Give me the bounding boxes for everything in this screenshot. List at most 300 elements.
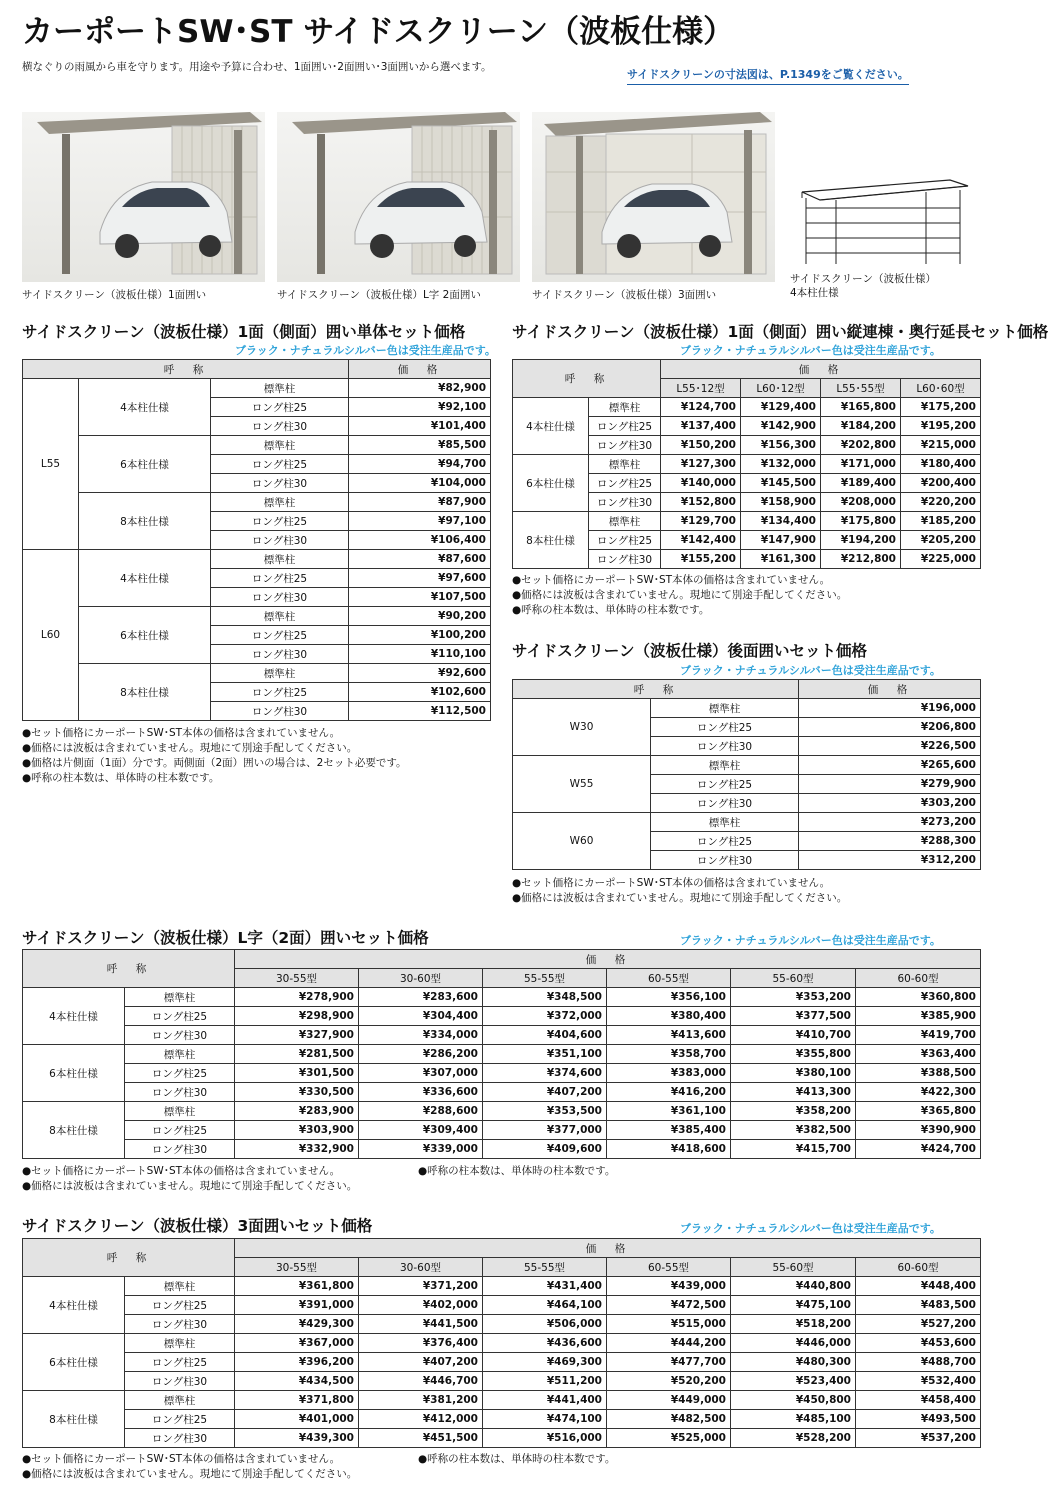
price-cell: ¥374,600 [483,1064,607,1083]
price-cell: ¥202,800 [821,436,901,455]
price-cell: ¥156,300 [741,436,821,455]
price-cell: ¥380,400 [607,1007,731,1026]
column-header: 55-55型 [483,1258,607,1277]
price-cell: ¥286,200 [359,1045,483,1064]
price-cell: ¥446,000 [731,1334,856,1353]
table-row [23,550,491,569]
post-type: ロング柱30 [211,417,349,436]
section-title-one-side: サイドスクリーン（波板仕様）1面（側面）囲い単体セット価格 [22,323,466,341]
price-cell: ¥171,000 [821,455,901,474]
post-type: ロング柱25 [651,832,799,851]
group-name: 8本柱仕様 [513,512,589,569]
price-cell: ¥104,000 [349,474,491,493]
group-name: 6本柱仕様 [23,1045,125,1102]
price-cell: ¥273,200 [799,813,981,832]
post-type: 標準柱 [125,1277,235,1296]
price-cell: ¥361,800 [235,1277,359,1296]
column-header: 60-55型 [607,969,731,988]
group-name: 4本柱仕様 [513,398,589,455]
price-cell: ¥356,100 [607,988,731,1007]
order-note-1: ブラック・ナチュラルシルバー色は受注生産品です。 [235,344,496,357]
group-name: W30 [513,699,651,756]
price-cell: ¥506,000 [483,1315,607,1334]
post-type: 標準柱 [211,436,349,455]
group-name: 6本柱仕様 [23,1334,125,1391]
price-cell: ¥441,500 [359,1315,483,1334]
price-cell: ¥283,600 [359,988,483,1007]
notes-rear [512,876,847,906]
price-cell: ¥301,500 [235,1064,359,1083]
price-cell: ¥307,000 [359,1064,483,1083]
price-table-rear [512,679,981,870]
price-cell: ¥304,400 [359,1007,483,1026]
section-title-longitudinal: サイドスクリーン（波板仕様）1面（側面）囲い縦連棟・奥行延長セット価格 [512,323,1048,341]
price-cell: ¥409,600 [483,1140,607,1159]
header-name: 呼 称 [513,360,661,398]
size-name: L55 [23,379,79,550]
price-cell: ¥140,000 [661,474,741,493]
price-cell: ¥404,600 [483,1026,607,1045]
price-cell: ¥416,200 [607,1083,731,1102]
price-cell: ¥129,700 [661,512,741,531]
price-cell: ¥367,000 [235,1334,359,1353]
note-line: ●呼称の柱本数は、単体時の柱本数です。 [418,1165,616,1177]
post-type: ロング柱30 [211,531,349,550]
column-header: 30-55型 [235,969,359,988]
group-name: 4本柱仕様 [23,988,125,1045]
price-cell: ¥175,800 [821,512,901,531]
price-cell: ¥472,500 [607,1296,731,1315]
price-cell: ¥330,500 [235,1083,359,1102]
group-name: W55 [513,756,651,813]
post-type: ロング柱30 [589,436,661,455]
post-spec: 6本柱仕様 [79,436,211,493]
dimension-reference: サイドスクリーンの寸法図は、P.1349をご覧ください。 [627,66,909,85]
post-type: ロング柱30 [651,794,799,813]
price-cell: ¥518,200 [731,1315,856,1334]
price-cell: ¥147,900 [741,531,821,550]
price-cell: ¥439,000 [607,1277,731,1296]
price-cell: ¥453,600 [856,1334,981,1353]
price-cell: ¥415,700 [731,1140,856,1159]
post-spec: 8本柱仕様 [79,493,211,550]
photo-caption-2: サイドスクリーン（波板仕様）L字 2面囲い [277,289,481,301]
price-cell: ¥410,700 [731,1026,856,1045]
price-cell: ¥385,900 [856,1007,981,1026]
column-header: 60-55型 [607,1258,731,1277]
group-name: 8本柱仕様 [23,1102,125,1159]
price-cell: ¥196,000 [799,699,981,718]
price-cell: ¥381,200 [359,1391,483,1410]
price-cell: ¥127,300 [661,455,741,474]
price-cell: ¥212,800 [821,550,901,569]
table-header [23,1239,981,1258]
post-type: 標準柱 [125,1045,235,1064]
price-cell: ¥515,000 [607,1315,731,1334]
price-cell: ¥388,500 [856,1064,981,1083]
table-row [23,664,491,683]
post-type: 標準柱 [211,607,349,626]
price-cell: ¥382,500 [731,1121,856,1140]
post-type: ロング柱30 [211,702,349,721]
price-cell: ¥474,100 [483,1410,607,1429]
price-cell: ¥358,700 [607,1045,731,1064]
price-cell: ¥102,600 [349,683,491,702]
price-cell: ¥283,900 [235,1102,359,1121]
post-type: ロング柱30 [125,1026,235,1045]
note-line: ●価格には波板は含まれていません。現地にて別途手配してください。 [512,892,848,904]
table-row [23,436,491,455]
table-row [23,1007,981,1026]
price-cell: ¥434,500 [235,1372,359,1391]
header-price: 価 格 [799,680,981,699]
lead-text: 横なぐりの雨風から車を守ります。用途や予算に合わせ、1面囲い･2面囲い･3面囲いから選べます。 [22,61,492,73]
price-cell: ¥407,200 [483,1083,607,1102]
post-type: ロング柱30 [125,1315,235,1334]
post-type: ロング柱25 [651,718,799,737]
price-cell: ¥82,900 [349,379,491,398]
post-type: ロング柱25 [211,455,349,474]
price-cell: ¥194,200 [821,531,901,550]
header-price: 価 格 [235,1239,981,1258]
table-row [23,493,491,512]
table-row [23,1296,981,1315]
table-row [513,699,981,718]
price-cell: ¥482,500 [607,1410,731,1429]
post-type: ロング柱25 [651,775,799,794]
price-cell: ¥101,400 [349,417,491,436]
price-cell: ¥278,900 [235,988,359,1007]
price-cell: ¥97,100 [349,512,491,531]
price-cell: ¥436,600 [483,1334,607,1353]
notes-l-shape-right [418,1164,615,1179]
section-title-three-side: サイドスクリーン（波板仕様）3面囲いセット価格 [22,1217,373,1235]
price-table-three-side [22,1238,981,1448]
post-type: ロング柱30 [651,737,799,756]
note-line: ●価格には波板は含まれていません。現地にて別途手配してください。 [22,742,358,754]
table-row [23,1102,981,1121]
order-note-4: ブラック・ナチュラルシルバー色は受注生産品です。 [680,934,941,947]
price-cell: ¥407,200 [359,1353,483,1372]
price-cell: ¥376,400 [359,1334,483,1353]
note-line: ●呼称の柱本数は、単体時の柱本数です。 [512,604,710,616]
post-type: 標準柱 [651,813,799,832]
table-row [513,512,981,531]
column-header: L55･55型 [821,379,901,398]
price-cell: ¥402,000 [359,1296,483,1315]
price-cell: ¥377,000 [483,1121,607,1140]
price-cell: ¥449,000 [607,1391,731,1410]
price-cell: ¥152,800 [661,493,741,512]
post-type: ロング柱25 [125,1121,235,1140]
price-cell: ¥303,200 [799,794,981,813]
table-header [513,360,981,379]
photo-one-side [22,112,265,282]
post-type: ロング柱25 [211,626,349,645]
section-title-rear: サイドスクリーン（波板仕様）後面囲いセット価格 [512,642,867,660]
price-cell: ¥412,000 [359,1410,483,1429]
post-type: ロング柱30 [125,1429,235,1448]
table-row [23,1372,981,1391]
price-cell: ¥429,300 [235,1315,359,1334]
price-cell: ¥439,300 [235,1429,359,1448]
header-price: 価 格 [661,360,981,379]
order-note-2: ブラック・ナチュラルシルバー色は受注生産品です。 [680,344,941,357]
column-header: 30-60型 [359,1258,483,1277]
post-type: ロング柱30 [125,1083,235,1102]
price-cell: ¥288,600 [359,1102,483,1121]
post-type: ロング柱30 [125,1372,235,1391]
post-type: 標準柱 [211,379,349,398]
table-row [513,756,981,775]
post-spec: 4本柱仕様 [79,379,211,436]
price-cell: ¥309,400 [359,1121,483,1140]
price-cell: ¥97,600 [349,569,491,588]
price-cell: ¥516,000 [483,1429,607,1448]
table-row [23,1277,981,1296]
post-type: ロング柱25 [125,1353,235,1372]
price-cell: ¥225,000 [901,550,981,569]
price-cell: ¥92,100 [349,398,491,417]
price-cell: ¥448,400 [856,1277,981,1296]
note-line: ●セット価格にカーポートSW･ST本体の価格は含まれていません。 [22,1453,341,1465]
page-title: カーポートSW･ST サイドスクリーン（波板仕様） [22,14,735,50]
header-name: 呼 称 [513,680,799,699]
price-cell: ¥129,400 [741,398,821,417]
table-row [23,1121,981,1140]
price-cell: ¥355,800 [731,1045,856,1064]
price-cell: ¥206,800 [799,718,981,737]
column-header: 55-55型 [483,969,607,988]
post-type: ロング柱25 [211,512,349,531]
price-cell: ¥353,500 [483,1102,607,1121]
post-type: ロング柱25 [125,1296,235,1315]
price-cell: ¥413,300 [731,1083,856,1102]
price-cell: ¥112,500 [349,702,491,721]
price-cell: ¥440,800 [731,1277,856,1296]
price-cell: ¥90,200 [349,607,491,626]
price-cell: ¥358,200 [731,1102,856,1121]
photo-three-side [532,112,775,282]
photo-caption-1: サイドスクリーン（波板仕様）1面囲い [22,289,207,301]
post-type: 標準柱 [211,664,349,683]
price-cell: ¥383,000 [607,1064,731,1083]
price-cell: ¥265,600 [799,756,981,775]
table-row [23,1334,981,1353]
order-note-5: ブラック・ナチュラルシルバー色は受注生産品です。 [680,1222,941,1235]
post-type: ロング柱25 [589,417,661,436]
price-cell: ¥418,600 [607,1140,731,1159]
post-type: 標準柱 [651,699,799,718]
price-cell: ¥419,700 [856,1026,981,1045]
post-spec: 6本柱仕様 [79,607,211,664]
table-row [23,1140,981,1159]
price-cell: ¥385,400 [607,1121,731,1140]
group-name: 4本柱仕様 [23,1277,125,1334]
post-type: ロング柱30 [651,851,799,870]
table-row [23,1064,981,1083]
post-type: ロング柱25 [211,683,349,702]
note-line: ●呼称の柱本数は、単体時の柱本数です。 [418,1453,616,1465]
price-cell: ¥327,900 [235,1026,359,1045]
column-header: 55-60型 [731,969,856,988]
price-cell: ¥413,600 [607,1026,731,1045]
price-cell: ¥106,400 [349,531,491,550]
price-cell: ¥511,200 [483,1372,607,1391]
price-cell: ¥371,200 [359,1277,483,1296]
price-table-l-shape [22,949,981,1159]
post-type: 標準柱 [211,493,349,512]
post-type: 標準柱 [589,512,661,531]
price-cell: ¥200,400 [901,474,981,493]
price-cell: ¥483,500 [856,1296,981,1315]
price-cell: ¥485,100 [731,1410,856,1429]
price-cell: ¥132,000 [741,455,821,474]
column-header: 55-60型 [731,1258,856,1277]
table-row [23,379,491,398]
note-line: ●価格には波板は含まれていません。現地にて別途手配してください。 [512,589,848,601]
note-line: ●セット価格にカーポートSW･ST本体の価格は含まれていません。 [512,877,831,889]
post-type: ロング柱30 [125,1140,235,1159]
diagram-four-post [800,178,970,268]
note-line: ●セット価格にカーポートSW･ST本体の価格は含まれていません。 [22,1165,341,1177]
price-cell: ¥444,200 [607,1334,731,1353]
table-row [23,1083,981,1102]
table-header [513,680,981,699]
price-cell: ¥185,200 [901,512,981,531]
price-cell: ¥100,200 [349,626,491,645]
post-type: ロング柱30 [211,645,349,664]
post-type: ロング柱25 [125,1410,235,1429]
post-type: ロング柱30 [589,550,661,569]
price-cell: ¥137,400 [661,417,741,436]
price-cell: ¥390,900 [856,1121,981,1140]
post-type: ロング柱25 [589,474,661,493]
post-type: ロング柱30 [211,474,349,493]
price-cell: ¥298,900 [235,1007,359,1026]
price-cell: ¥155,200 [661,550,741,569]
column-header: 30-55型 [235,1258,359,1277]
column-header: L55･12型 [661,379,741,398]
post-type: ロング柱25 [211,569,349,588]
price-cell: ¥303,900 [235,1121,359,1140]
column-header: 30-60型 [359,969,483,988]
notes-one-side [22,726,407,786]
note-line: ●価格は片側面（1面）分です。両側面（2面）囲いの場合は、2セット必要です。 [22,757,407,769]
column-header: L60･12型 [741,379,821,398]
post-type: 標準柱 [589,398,661,417]
price-cell: ¥87,600 [349,550,491,569]
section-title-l-shape: サイドスクリーン（波板仕様）L字（2面）囲いセット価格 [22,929,429,947]
price-cell: ¥107,500 [349,588,491,607]
price-cell: ¥477,700 [607,1353,731,1372]
table-header [23,360,491,379]
price-cell: ¥145,500 [741,474,821,493]
price-cell: ¥458,400 [856,1391,981,1410]
price-cell: ¥431,400 [483,1277,607,1296]
price-cell: ¥165,800 [821,398,901,417]
price-cell: ¥339,000 [359,1140,483,1159]
price-cell: ¥158,900 [741,493,821,512]
post-type: 標準柱 [125,1391,235,1410]
table-row [513,398,981,417]
table-row [23,1353,981,1372]
group-name: W60 [513,813,651,870]
price-cell: ¥480,300 [731,1353,856,1372]
group-name: 6本柱仕様 [513,455,589,512]
price-cell: ¥525,000 [607,1429,731,1448]
price-cell: ¥92,600 [349,664,491,683]
price-cell: ¥528,200 [731,1429,856,1448]
price-cell: ¥281,500 [235,1045,359,1064]
header-name: 呼 称 [23,360,349,379]
price-cell: ¥184,200 [821,417,901,436]
table-row [513,455,981,474]
price-cell: ¥161,300 [741,550,821,569]
post-type: ロング柱25 [125,1064,235,1083]
price-cell: ¥94,700 [349,455,491,474]
price-cell: ¥365,800 [856,1102,981,1121]
post-type: 標準柱 [211,550,349,569]
price-cell: ¥142,900 [741,417,821,436]
price-cell: ¥537,200 [856,1429,981,1448]
header-name: 呼 称 [23,950,235,988]
price-cell: ¥348,500 [483,988,607,1007]
price-cell: ¥450,800 [731,1391,856,1410]
price-cell: ¥150,200 [661,436,741,455]
post-type: 標準柱 [125,1102,235,1121]
column-header: L60･60型 [901,379,981,398]
price-cell: ¥532,400 [856,1372,981,1391]
price-cell: ¥523,400 [731,1372,856,1391]
order-note-3: ブラック・ナチュラルシルバー色は受注生産品です。 [680,664,941,677]
table-row [23,1391,981,1410]
table-row [23,1026,981,1045]
price-cell: ¥226,500 [799,737,981,756]
post-type: 標準柱 [589,455,661,474]
column-header: 60-60型 [856,969,981,988]
price-cell: ¥336,600 [359,1083,483,1102]
price-cell: ¥110,100 [349,645,491,664]
price-cell: ¥288,300 [799,832,981,851]
notes-three-side [22,1452,357,1482]
price-cell: ¥312,200 [799,851,981,870]
price-cell: ¥488,700 [856,1353,981,1372]
post-type: 標準柱 [125,1334,235,1353]
price-cell: ¥134,400 [741,512,821,531]
price-cell: ¥87,900 [349,493,491,512]
price-cell: ¥85,500 [349,436,491,455]
post-spec: 4本柱仕様 [79,550,211,607]
price-cell: ¥195,200 [901,417,981,436]
photo-caption-4: サイドスクリーン（波板仕様） 4本柱仕様 [790,273,936,299]
price-cell: ¥334,000 [359,1026,483,1045]
price-cell: ¥142,400 [661,531,741,550]
price-table-one-side [22,359,491,721]
table-row [23,607,491,626]
price-cell: ¥396,200 [235,1353,359,1372]
price-cell: ¥351,100 [483,1045,607,1064]
price-cell: ¥220,200 [901,493,981,512]
post-type: ロング柱25 [211,398,349,417]
table-row [23,1045,981,1064]
table-row [23,988,981,1007]
header-name: 呼 称 [23,1239,235,1277]
price-table-longitudinal [512,359,981,569]
price-cell: ¥332,900 [235,1140,359,1159]
price-cell: ¥361,100 [607,1102,731,1121]
price-cell: ¥353,200 [731,988,856,1007]
